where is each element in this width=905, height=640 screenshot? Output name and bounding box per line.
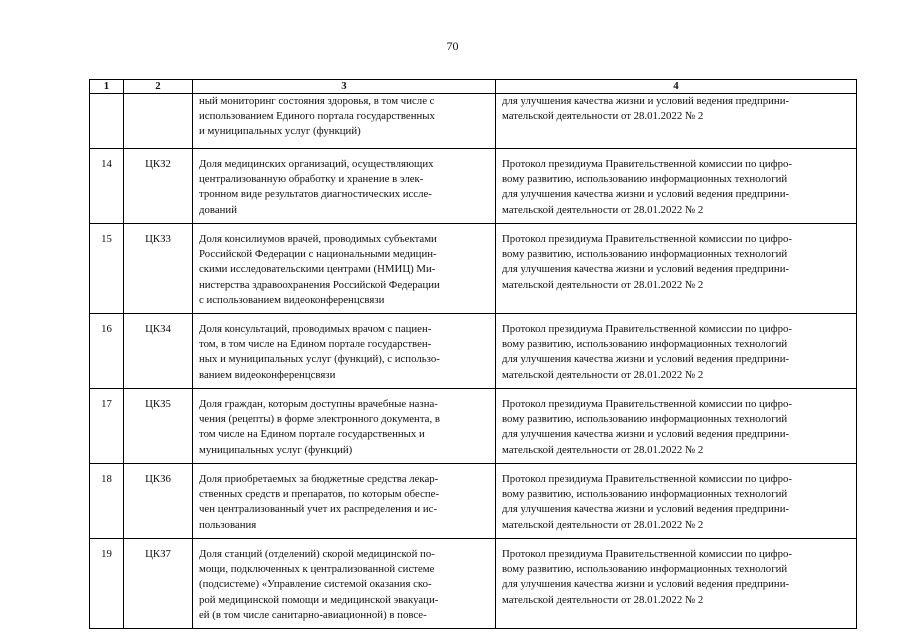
source-document	[496, 314, 857, 389]
description-line: Доля станций (отделений) скорой медицинской по-	[199, 548, 435, 560]
source-line: мательской деятельности от 28.01.2022 № 2	[502, 368, 704, 381]
description-line: Доля граждан, которым доступны врачебные назна-	[199, 398, 438, 410]
indicator-code: ЦКЗ3	[124, 224, 193, 314]
source-line: для улучшения качества жизни и условий ведения предприни-	[502, 188, 790, 201]
source-document	[496, 464, 857, 539]
description-line: том числе на Едином портале государственных и	[199, 428, 425, 441]
description-line: Доля консилиумов врачей, проводимых субъектами	[199, 233, 437, 245]
source-line: Протокол президиума Правительственной комиссии по цифро-	[502, 548, 793, 560]
source-line: для улучшения качества жизни и условий ведения предприни-	[502, 95, 790, 107]
description-line: муниципальных услуг (функций)	[199, 443, 353, 456]
source-line: для улучшения качества жизни и условий ведения предприни-	[502, 263, 790, 276]
source-line: мательской деятельности от 28.01.2022 № 2	[502, 593, 704, 606]
table-row	[90, 314, 857, 389]
row-number: 18	[90, 464, 124, 539]
description-line: пользования	[199, 518, 257, 531]
header-col-2: 2	[124, 80, 193, 94]
description-line: ных и муниципальных услуг (функций), с использо-	[199, 353, 440, 366]
description-line: и муниципальных услуг (функций)	[199, 125, 361, 138]
source-document	[496, 389, 857, 464]
source-line: мательской деятельности от 28.01.2022 № 2	[502, 443, 704, 456]
source-line: вому развитию, использованию информационных технологий	[502, 338, 788, 351]
source-line: вому развитию, использованию информационных технологий	[502, 413, 788, 426]
page-number: 70	[446, 39, 459, 53]
description-line: ный мониторинг состояния здоровья, в том числе с	[199, 95, 435, 107]
source-line: Протокол президиума Правительственной комиссии по цифро-	[502, 158, 793, 170]
description-line: скими исследовательскими центрами (НМИЦ) Ми-	[199, 263, 436, 276]
indicator-code: ЦКЗ5	[124, 389, 193, 464]
source-line: вому развитию, использованию информационных технологий	[502, 173, 788, 186]
source-line: вому развитию, использованию информационных технологий	[502, 488, 788, 501]
source-line: Протокол президиума Правительственной комиссии по цифро-	[502, 398, 793, 410]
source-line: мательской деятельности от 28.01.2022 № 2	[502, 203, 704, 216]
source-line: Протокол президиума Правительственной комиссии по цифро-	[502, 233, 793, 245]
source-line: для улучшения качества жизни и условий ведения предприни-	[502, 503, 790, 516]
source-line: для улучшения качества жизни и условий ведения предприни-	[502, 578, 790, 591]
source-line: Протокол президиума Правительственной комиссии по цифро-	[502, 323, 793, 335]
table-row	[90, 224, 857, 314]
table-row	[90, 389, 857, 464]
indicator-description	[193, 314, 496, 389]
indicator-code: ЦКЗ2	[124, 149, 193, 224]
header-col-3: 3	[193, 80, 496, 94]
indicator-description	[193, 464, 496, 539]
source-line: для улучшения качества жизни и условий ведения предприни-	[502, 428, 790, 441]
description-line: Доля медицинских организаций, осуществляющих	[199, 158, 434, 170]
row-number: 16	[90, 314, 124, 389]
description-line: централизованную обработку и хранение в элек-	[199, 173, 424, 186]
description-line: дований	[199, 203, 237, 216]
source-line: вому развитию, использованию информационных технологий	[502, 248, 788, 261]
header-col-1: 1	[90, 80, 124, 94]
indicator-code	[124, 94, 193, 149]
source-document	[496, 539, 857, 629]
header-col-4: 4	[496, 80, 857, 94]
description-line: ей (в том числе санитарно-авиационной) в повсе-	[199, 608, 427, 621]
source-line: вому развитию, использованию информационных технологий	[502, 563, 788, 576]
source-line: мательской деятельности от 28.01.2022 № 2	[502, 518, 704, 531]
indicator-description	[193, 94, 496, 149]
description-line: тронном виде результатов диагностических иссле-	[199, 188, 432, 201]
description-line: чения (рецепты) в форме электронного документа, в	[199, 413, 440, 426]
indicator-description	[193, 149, 496, 224]
description-line: том, в том числе на Едином портале государствен-	[199, 338, 432, 351]
table-row	[90, 94, 857, 149]
source-line: для улучшения качества жизни и условий ведения предприни-	[502, 353, 790, 366]
description-line: использованием Единого портала государственных	[199, 110, 435, 123]
source-document	[496, 224, 857, 314]
description-line: чен централизованный учет их распределения и ис-	[199, 503, 438, 516]
table-row	[90, 149, 857, 224]
indicator-description	[193, 389, 496, 464]
indicator-code: ЦКЗ7	[124, 539, 193, 629]
description-line: ванием видеоконференцсвязи	[199, 368, 336, 381]
description-line: рой медицинской помощи и медицинской эвакуаци-	[199, 593, 439, 606]
description-line: мощи, подключенных к централизованной системе	[199, 563, 435, 576]
row-number	[90, 94, 124, 149]
description-line: с использованием видеоконференцсвязи	[199, 293, 385, 306]
source-line: мательской деятельности от 28.01.2022 № 2	[502, 110, 704, 123]
row-number: 17	[90, 389, 124, 464]
description-line: Доля консультаций, проводимых врачом с пациен-	[199, 323, 432, 335]
description-line: (подсистеме) «Управление системой оказания ско-	[199, 578, 432, 591]
description-line: Доля приобретаемых за бюджетные средства лекар-	[199, 473, 439, 485]
source-line: мательской деятельности от 28.01.2022 № 2	[502, 278, 704, 291]
indicators-table	[89, 79, 857, 629]
description-line: Российской Федерации с национальными медицин-	[199, 248, 437, 261]
description-line: ственных средств и препаратов, по которым обеспе-	[199, 488, 440, 501]
table-row	[90, 464, 857, 539]
source-document	[496, 149, 857, 224]
row-number: 14	[90, 149, 124, 224]
source-line: Протокол президиума Правительственной комиссии по цифро-	[502, 473, 793, 485]
row-number: 15	[90, 224, 124, 314]
table-row	[90, 539, 857, 629]
row-number: 19	[90, 539, 124, 629]
description-line: нистерства здравоохранения Российской Федерации	[199, 278, 440, 291]
source-document	[496, 94, 857, 149]
indicator-code: ЦКЗ4	[124, 314, 193, 389]
table-header-row	[90, 80, 857, 94]
indicator-description	[193, 224, 496, 314]
indicator-code: ЦКЗ6	[124, 464, 193, 539]
indicator-description	[193, 539, 496, 629]
